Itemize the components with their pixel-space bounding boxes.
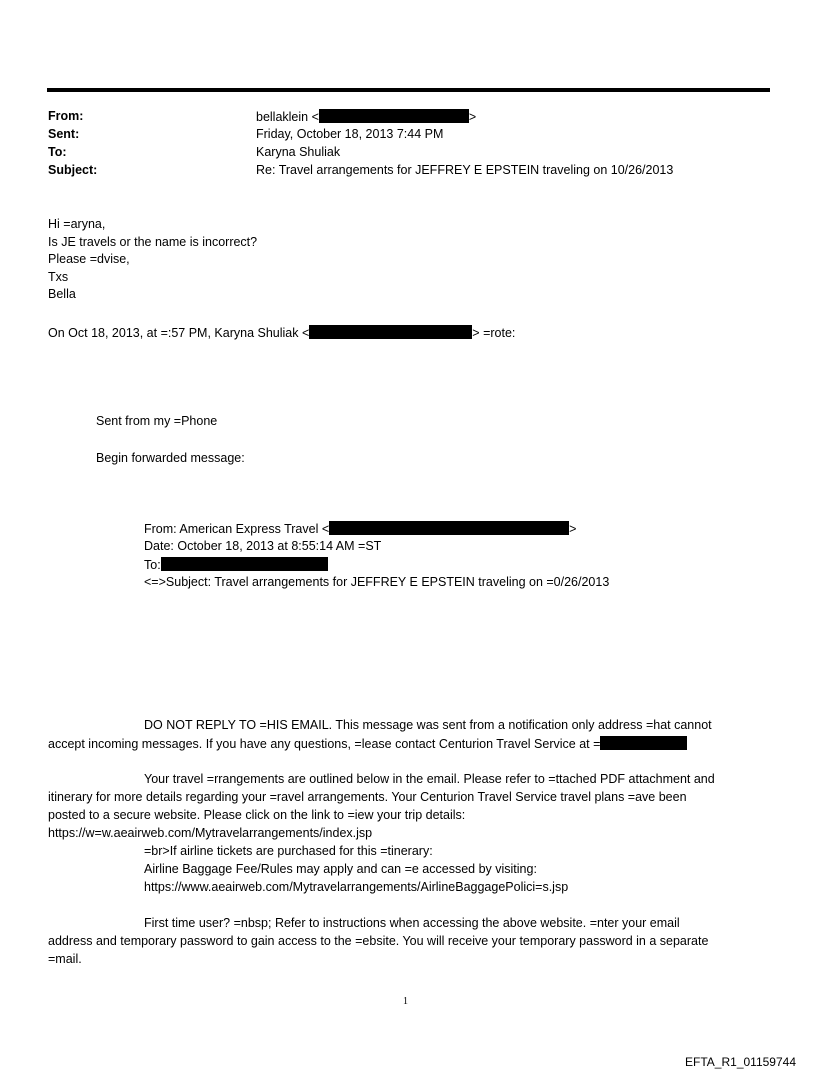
body-line: =mail.: [48, 952, 82, 966]
fwd-subject-line: <=>Subject: Travel arrangements for JEFFREY E EPSTEIN traveling on =0/26/2013: [144, 575, 610, 589]
header-rule: [47, 88, 770, 92]
body-link: https://www.aeairweb.com/Mytravelarrangements/AirlineBaggagePolici=s.jsp: [144, 880, 569, 894]
begin-forwarded-line: Begin forwarded message:: [96, 451, 245, 465]
fwd-to-text: To:: [144, 558, 161, 572]
body-line: posted to a secure website. Please click on the link to =iew your trip details:: [48, 808, 466, 822]
body-line: First time user? =nbsp; Refer to instructions when accessing the above website. =nter your email: [144, 916, 680, 930]
reply-body: [48, 216, 257, 304]
sent-from-line: Sent from my =Phone: [96, 414, 218, 428]
body-line: DO NOT REPLY TO =HIS EMAIL. This message was sent from a notification only address =hat cannot: [144, 718, 712, 732]
reply-line: Txs: [48, 269, 69, 284]
redaction-block: [319, 109, 469, 123]
sent-value: Friday, October 18, 2013 7:44 PM: [256, 127, 444, 141]
fwd-from-line: From: American Express Travel < >: [144, 522, 577, 536]
reply-line: Is JE travels or the name is incorrect?: [48, 234, 258, 249]
body-line: Your travel =rrangements are outlined below in the email. Please refer to =ttached PDF attachment and: [144, 772, 715, 786]
reply-line: Bella: [48, 287, 76, 301]
bates-number: EFTA_R1_01159744: [685, 1055, 796, 1069]
to-value: Karyna Shuliak: [256, 145, 341, 159]
body-line: =br>If airline tickets are purchased for this =tinerary:: [144, 844, 433, 858]
quote-prefix: On Oct 18, 2013, at =:57 PM, Karyna Shuliak: [48, 326, 299, 340]
sent-label: Sent:: [48, 127, 80, 141]
quote-line: On Oct 18, 2013, at =:57 PM, Karyna Shuliak < > =rote:: [48, 326, 516, 340]
fwd-from-text: From: American Express Travel: [144, 522, 319, 536]
redaction-block: [329, 521, 569, 535]
body-text: accept incoming messages. If you have any questions, =lease contact Centurion Travel Service at =: [48, 737, 601, 751]
page-number: 1: [403, 996, 408, 1007]
subject-value: Re: Travel arrangements for JEFFREY E EPSTEIN traveling on 10/26/2013: [256, 163, 674, 177]
redaction-block: [161, 557, 328, 571]
reply-line: Hi =aryna,: [48, 217, 106, 231]
fwd-to-line: [144, 557, 328, 572]
body-line: Airline Baggage Fee/Rules may apply and can =e accessed by visiting:: [144, 862, 537, 876]
redaction-block: [600, 736, 687, 750]
body-link: https://w=w.aeairweb.com/Mytravelarrangements/index.jsp: [48, 826, 373, 840]
body-line: itinerary for more details regarding your =ravel arrangements. Your Centurion Travel Service travel plans =ave been: [48, 790, 687, 804]
fwd-date-line: Date: October 18, 2013 at 8:55:14 AM =ST: [144, 539, 382, 553]
reply-line: Please =dvise,: [48, 252, 130, 266]
body-line: [48, 736, 687, 751]
from-value: bellaklein < >: [256, 110, 477, 124]
to-label: To:: [48, 145, 67, 159]
quote-suffix: =rote:: [483, 326, 516, 340]
from-name: bellaklein: [256, 110, 309, 124]
redaction-block: [309, 325, 472, 339]
body-line: address and temporary password to gain access to the =ebsite. You will receive your temporary password in a separate: [48, 934, 709, 948]
subject-label: Subject:: [48, 163, 98, 177]
from-label: From:: [48, 109, 84, 123]
